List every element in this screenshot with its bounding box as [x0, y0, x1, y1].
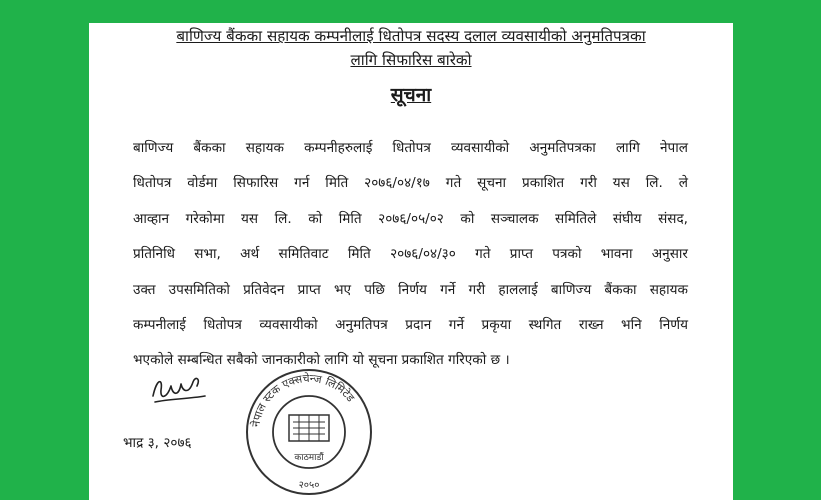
- notice-page: [89, 23, 733, 500]
- notice-title-line-2: लागि सिफारिस बारेको: [350, 51, 472, 69]
- svg-text:नेपाल स्टक एक्सचेन्ज लिमिटेड: नेपाल स्टक एक्सचेन्ज लिमिटेड: [249, 371, 358, 428]
- body-line: आव्हान गरेकोमा यस लि. को मिति २०७६/०५/०२ को सञ्चालक समितिले संघीय संसद,: [133, 211, 688, 227]
- body-line: भएकोले सम्बन्धित सबैको जानकारीको लागि यो सूचना प्रकाशित गरिएको छ ।: [133, 352, 510, 368]
- notice-date: भाद्र ३, २०७६: [123, 435, 192, 451]
- body-line: कम्पनीलाई धितोपत्र व्यवसायीको अनुमतिपत्र प्रदान गर्ने प्रकृया स्थगित राख्न भनि निर्णय: [133, 317, 688, 333]
- body-line: उक्त उपसमितिको प्रतिवेदन प्राप्त भए पछि निर्णय गर्ने गरी हाललाई बाणिज्य बैंकका सहायक: [133, 282, 688, 298]
- svg-text:२०५०: २०५०: [298, 480, 320, 491]
- notice-heading: सूचना: [390, 84, 432, 106]
- body-line: बाणिज्य बैंकका सहायक कम्पनीहरुलाई धितोपत्र व्यवसायीको अनुमतिपत्रका लागि नेपाल: [133, 140, 688, 156]
- body-line: प्रतिनिधि सभा, अर्थ समितिवाट मिति २०७६/०४/३० गते प्राप्त पत्रको भावना अनुसार: [133, 246, 688, 262]
- exchange-seal: [239, 360, 379, 500]
- svg-text:काठमाडौं: काठमाडौं: [294, 453, 324, 463]
- notice-title-line-1: बाणिज्य बैंकका सहायक कम्पनीलाई धितोपत्र सदस्य दलाल व्यवसायीको अनुमतिपत्रका: [176, 27, 646, 45]
- body-line: धितोपत्र वोर्डमा सिफारिस गर्न मिति २०७६/०४/१७ गते सूचना प्रकाशित गरी यस लि. ले: [133, 175, 688, 191]
- signature-mark: [149, 372, 219, 406]
